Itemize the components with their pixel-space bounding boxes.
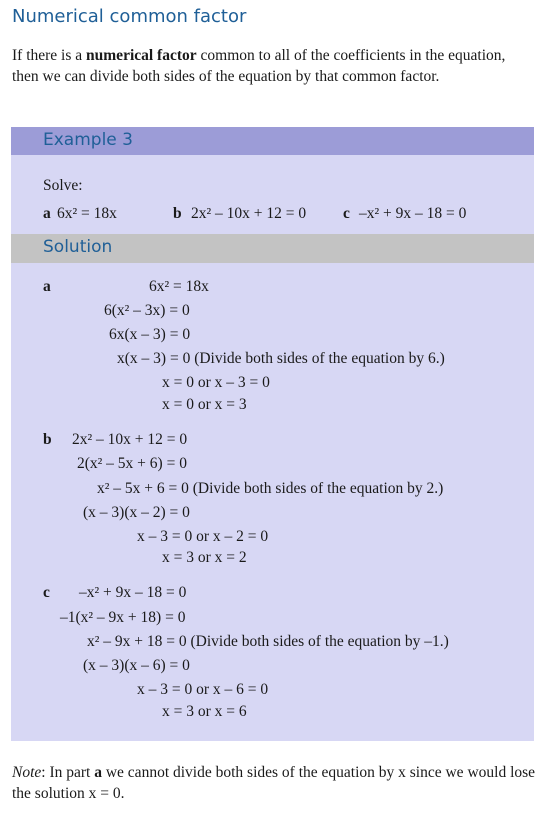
solution-b-line: x – 3 = 0 or x – 2 = 0 <box>137 528 269 545</box>
problem-a-label: a <box>43 205 51 222</box>
note-label: Note <box>12 764 42 781</box>
solution-a-line: 6(x² – 3x) = 0 <box>104 302 190 319</box>
solution-c-line: x = 3 or x = 6 <box>162 703 247 720</box>
solution-a-line: x = 0 or x – 3 = 0 <box>162 374 270 391</box>
solution-a-line: 6x² = 18x <box>149 278 209 295</box>
solution-b-line: x² – 5x + 6 = 0 (Divide both sides of the equation by 2.) <box>97 480 444 497</box>
example-title: Example 3 <box>43 130 133 150</box>
solution-a-label: a <box>43 278 51 295</box>
example-panel <box>11 127 534 741</box>
solution-c-line: –x² + 9x – 18 = 0 <box>79 584 187 601</box>
solution-a-line: x = 0 or x = 3 <box>162 396 247 413</box>
problem-c-equation: –x² + 9x – 18 = 0 <box>359 205 467 222</box>
solution-a-line: x(x – 3) = 0 (Divide both sides of the equation by 6.) <box>117 350 445 367</box>
solution-b-line: 2x² – 10x + 12 = 0 <box>72 431 188 448</box>
intro-bold-term: numerical factor <box>86 47 197 64</box>
solution-c-line: (x – 3)(x – 6) = 0 <box>83 657 190 674</box>
problem-a-equation: 6x² = 18x <box>57 205 117 222</box>
section-heading: Numerical common factor <box>12 6 247 27</box>
solution-c-label: c <box>43 584 50 601</box>
problem-c-label: c <box>343 205 350 222</box>
solution-header <box>11 234 534 263</box>
solution-title: Solution <box>43 237 113 257</box>
note-text-before: : In part <box>41 764 95 781</box>
intro-text-after: common to all of the coefficients in the equation, then we can divide both sides of the equation by that common factor. <box>12 47 506 85</box>
solution-b-line: (x – 3)(x – 2) = 0 <box>83 504 190 521</box>
note-part-ref: a <box>94 764 102 781</box>
problem-b-label: b <box>173 205 182 222</box>
intro-text-before: If there is a <box>12 47 87 64</box>
solution-b-line: x = 3 or x = 2 <box>162 549 247 566</box>
example-prompt: Solve: <box>43 177 83 194</box>
example-header <box>11 127 534 155</box>
intro-paragraph <box>12 45 532 87</box>
problem-b-equation: 2x² – 10x + 12 = 0 <box>191 205 307 222</box>
solution-b-line: 2(x² – 5x + 6) = 0 <box>77 455 187 472</box>
solution-c-line: x² – 9x + 18 = 0 (Divide both sides of the equation by –1.) <box>87 633 449 650</box>
note-paragraph <box>12 762 536 804</box>
solution-b-label: b <box>43 431 52 448</box>
solution-c-line: –1(x² – 9x + 18) = 0 <box>60 609 186 626</box>
solution-c-line: x – 3 = 0 or x – 6 = 0 <box>137 681 269 698</box>
note-text-after: we cannot divide both sides of the equation by x since we would lose the solution x = 0. <box>12 764 536 802</box>
solution-a-line: 6x(x – 3) = 0 <box>109 326 191 343</box>
